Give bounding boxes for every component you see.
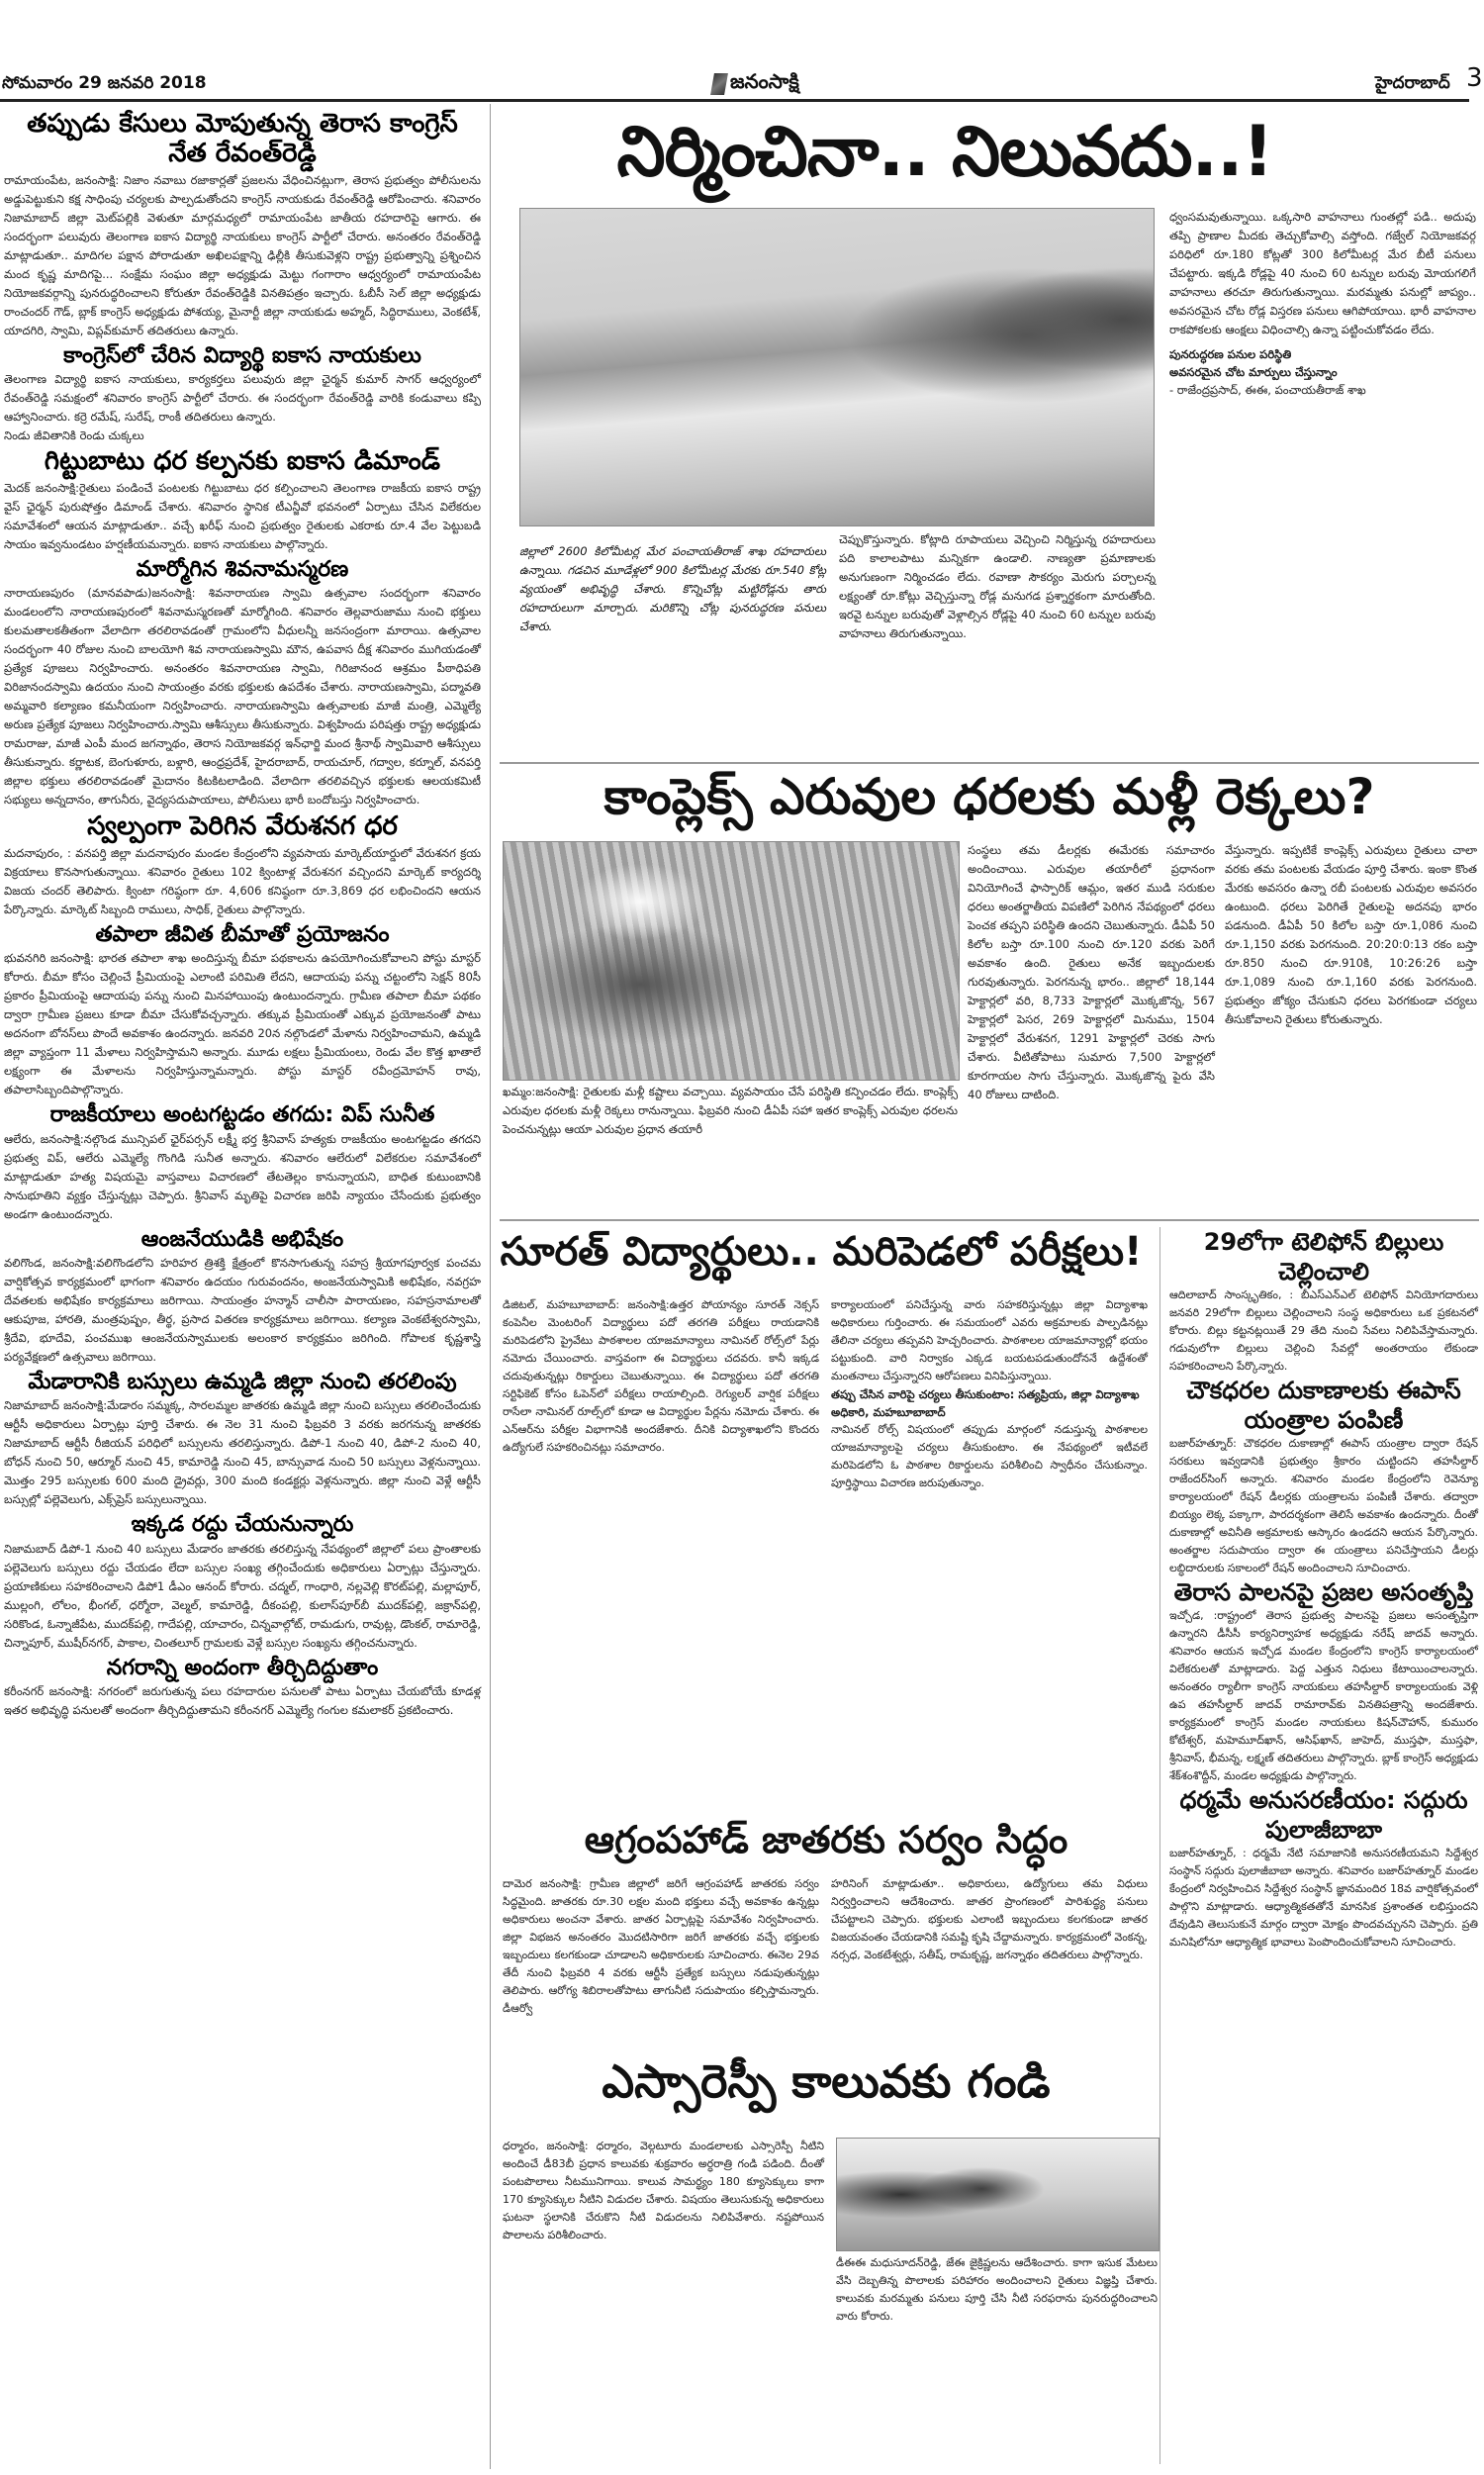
article-student-jac (4, 343, 481, 444)
surat-column-1: డిజిటల్, మహబూబాబాద్: జనంసాక్షి:ఉత్తర పోయాన్యం సూరత్ నెక్సస్ కంపెనీల మెంటరింగ్ విద్యార్థులు పదో తరగతి పరీక్షలు రాయడానికి మరిపెడలోని ప్రైవేటు పాఠశాలల యాజమాన్యాలు నామినల్ రోల్స్‌లో పేర్లు నమోదు చేయించారు. వాస్తవంగా ఈ విద్యార్థులు చదవరు. కానీ ఇక్కడ చదువుతున్నట్లు రికార్డులు చెబుతున్నాయి. ఈ విద్యార్థులు పదో తరగతి సర్టిఫికెట్ కోసం ఓపెన్‌లో పరీక్షలు రాయాల్సింది. రెగ్యులర్ వార్షిక పరీక్షలు రాసేలా నామినల్ రూల్స్‌లో కూడా ఆ విద్యార్థుల పేర్లను నమోదు చేశారు. ఈ ఎన్ఆర్‌ను పరీక్షల విభాగానికి అందజేశారు. దీనికి విద్యాశాఖలోని కొందరు ఉద్యోగులే సహకరించినట్లు సమాచారం. (503, 1298, 819, 1454)
headline: కాంగ్రెస్‌లో చేరిన విద్యార్థి ఐకాస నాయకులు (63, 342, 421, 368)
article-body: వలిగొండ, జనంసాక్షి:వలిగొండలోని హరిహర త్రిశక్తి క్షేత్రంలో కొనసాగుతున్న సహస్ర శ్రీయాగపూర్వక పంచమ వార్షికోత్సవ కార్యక్రమంలో భాగంగా శనివారం ఉదయం గురువందనం, అంజనేయస్వామికి అభిషేకం, నవగ్రహ దేవతలకు అభిషేకం కార్యక్రమాలు జరిగాయి. సాయంత్రం హన్మాన్ చాలీసా పారాయణం, సహస్రనామాలతో ఆకుపూజ, హారతి, మంత్రపుష్పం, తీర్థ, ప్రసాద వితరణ కార్యక్రమాలు జరిగాయి. కల్యాణ వెంకటేశ్వరస్వామి, శ్రీదేవి, భూదేవి, పంచముఖ ఆంజనేయస్వాములకు అలంకార కార్యక్రమం జరిగింది. గోపాలక కృష్ణశాస్త్రి పర్యవేక్షణలో ఉత్సవాలు జరిగాయి. (4, 1256, 481, 1365)
agrampahad-headline: ఆగ్రంపహాడ్ జాతరకు సర్వం సిద్ధం (584, 1818, 1068, 1861)
article-body: రామాయంపేట, జనంసాక్షి: నిజాం నవాబు రజాకార్లతో ప్రజలను వేధించినట్లుగా, తెరాస ప్రభుత్వం పోలీసులను అడ్డుపెట్టుకుని కక్ష సాధింపు చర్యలకు పాల్పడుతోందని కాంగ్రెస్ నాయకుడు రేవంత్‌రెడ్డి ఆరోపించారు. శనివారం నిజామాబాద్ జిల్లా మెట్‌పల్లికి వెళుతూ మార్గమధ్యలో రామాయంపేట జాతీయ రహదారిపై ఆగారు. ఈ సందర్భంగా పలువురు తెలంగాణ ఐకాస విద్యార్థి నాయకులు కాంగ్రెస్ పార్టీలో చేరారు. అనంతరం రేవంత్‌రెడ్డి మాట్లాడుతూ.. మాదిగల పక్షాన పోరాడుతూ అఖిలపక్షాన్ని ఢిల్లీకి తీసుకువెళ్లని రాష్ట్ర ప్రభుత్వాన్ని ప్రశ్నించిన మంద కృష్ణ మాదిగపై... సంక్షేమ సంఘం జిల్లా అధ్యక్షుడు మెట్టు గంగారాం ఆధ్వర్యంలో రామాయంపేట నియోజకవర్గాన్ని పునరుద్ధరించాలని కోరుతూ రేవంత్‌రెడ్డికి వినతిపత్రం ఇచ్చారు. ఓబీసీ సెల్ జిల్లా అధ్యక్షుడు రాంచందర్ గౌడ్, బ్లాక్ కాంగ్రెస్ అధ్యక్షుడు పోశయ్య, మైనార్టీ జిల్లా నాయకుడు అహ్మద్, సిద్ధిరాములు, వెంకటేశ్, యాదగిరి, స్వామి, విప్లవ్‌కుమార్ తదితరులు ఉన్నారు. (4, 172, 481, 337)
lead-subhead-1: పునరుద్ధరణ పనుల పరిస్థితి (1169, 347, 1292, 361)
masthead (0, 65, 1484, 99)
complex-headline: కాంప్లెక్స్ ఎరువుల ధరలకు మళ్లీ రెక్కలు? (603, 768, 1375, 825)
lead-column-3-body: ధ్వంసమవుతున్నాయి. ఒక్కసారి వాహనాలు గుంతల్లో పడి.. అదుపు తప్పి ప్రాణాల మీదకు తెచ్చుకోవాల్సి వస్తోంది. గజ్వేల్ నియోజకవర్గ పరిధిలో రూ.180 కోట్లతో 300 కిలోమీటర్ల మేర బీటీ పనులు చేపట్టారు. ఇక్కడి రోడ్లపై 40 నుంచి 60 టన్నుల బరువు మోయగలిగే వాహనాలు తరచూ తిరుగుతున్నాయి. మరమ్మతు పనుల్లో జాప్యం.. అవసరమైన చోట రోడ్ల విస్తరణ పనులు ఆగిపోయాయి. భారీ వాహనాల రాకపోకలకు ఆంక్షలు విధించాల్సి ఉన్నా పట్టించుకోవడం లేదు. (1169, 210, 1476, 336)
lead-subhead-2: అవసరమైన చోట మార్పులు చేస్తున్నాం (1169, 365, 1338, 379)
article-whip-sunitha (4, 1102, 481, 1223)
headline: రాజకీయాలు అంటగట్టడం తగదు: విప్ సునీత (49, 1102, 435, 1128)
headline: మేడారానికి బస్సులు ఉమ్మడి జిల్లా నుంచి తరలింపు (28, 1370, 457, 1395)
article-body: తెలంగాణ విద్యార్థి ఐకాస నాయకులు, కార్యకర్తలు పలువురు జిల్లా ఛైర్మన్ కుమార్ సాగర్ ఆధ్వర్యంలో రేవంత్‌రెడ్డి సమక్షంలో శనివారం కాంగ్రెస్ పార్టీలో చేరారు. ఈ సందర్భంగా రేవంత్‌రెడ్డి వారికి కండువాలు కప్పి ఆహ్వానించారు. కర్రె రమేష్, సురేష్, రాంకీ తదితరులు ఉన్నారు. (4, 372, 481, 425)
article-postal-insurance (4, 922, 481, 1099)
paper-logo (712, 69, 799, 98)
article-epos (1169, 1376, 1478, 1577)
article-asantrupti (1169, 1577, 1478, 1785)
logo-mark-icon (710, 73, 728, 95)
article-body: నిజామాబాద్ జనంసాక్షి:మేడారం సమ్మక్క, సారలమ్మల జాతరకు ఉమ్మడి జిల్లా నుంచి బస్సులు తరలించేందుకు ఆర్టీసీ అధికారులు ఏర్పాట్లు పూర్తి చేశారు. ఈ నెల 31 నుంచి ఫిబ్రవరి 3 వరకు జరగనున్న జాతరకు నిజామాబాద్ ఆర్టీసీ రీజియన్ పరిధిలో బస్సులను తరలిస్తున్నారు. డిపో-1 నుంచి 40, డిపో-2 నుంచి 40, బోధన్ నుంచి 50, ఆర్మూర్ నుంచి 45, కామారెడ్డి నుంచి 45, బాన్సువాడ నుంచి 50 బస్సులు వెళ్లనున్నాయి. మొత్తం 295 బస్సులకు 600 మంది డ్రైవర్లు, 300 మంది కండక్టర్లు వెళ్లనున్నారు. జిల్లా నుంచి వెళ్లే ఆర్టీసీ బస్సుల్లో పల్లెవెలుగు, ఎక్స్‌ప్రెస్ బస్సులున్నాయి. (4, 1398, 481, 1507)
surat-headline: సూరత్ విద్యార్థులు.. మరిపెడలో పరీక్షలు! (500, 1229, 1143, 1275)
agrampahad-column-2: హరినింగ్ మాట్లాడుతూ.. అధికారులు, ఉద్యోగులు తమ విధులు నిర్వర్తించాలని ఆదేశించారు. జాతర ప్రాంగణంలో పారిశుద్ధ్య పనులు చేపట్టాలని చెప్పారు. భక్తులకు ఎలాంటి ఇబ్బందులు కలగకుండా జాతర విజయవంతం చేయడానికి సమష్టి కృషి చేద్దామన్నారు. కార్యక్రమంలో వెంకన్న, నర్సధ, వెంకటేశ్వర్లు, సతీష్, రామకృష్ణ, జగన్నాథం తదితరులు పాల్గొన్నారు. (831, 1877, 1148, 1961)
surat-subhead: తప్పు చేసిన వారిపై చర్యలు తీసుకుంటాం: సత్యప్రియ, జిల్లా విద్యాశాఖ అధికారి, మహబూబాబాద్ (831, 1387, 1140, 1419)
agrampahad-column-1: దామెర జనంసాక్షి: గ్రామీణ జిల్లాలో జరిగే ఆగ్రంపహాడ్ జాతరకు సర్వం సిద్ధమైంది. జాతరకు రూ.30 లక్షల మంది భక్తులు వచ్చే అవకాశం ఉన్నట్లు అధికారులు అంచనా వేశారు. జాతర ఏర్పాట్లపై సమావేశం నిర్వహించారు. జిల్లా విభజన అనంతరం మొదటిసారిగా జరిగే జాతరకు వచ్చే భక్తులకు ఇబ్బందులు కలగకుండా చూడాలని అధికారులకు సూచించారు. ఈనెల 29వ తేదీ నుంచి ఫిబ్రవరి 4 వరకు ఆర్టీసీ ప్రత్యేక బస్సులు నడుపుతున్నట్లు తెలిపారు. ఆరోగ్య శిబిరాలతోపాటు తాగునీటి సదుపాయం కల్పిస్తామన్నారు. డీఆర్వో (503, 1877, 819, 2015)
headline: నగరాన్ని అందంగా తీర్చిదిద్దుతాం (106, 1655, 379, 1680)
headline: తపాలా జీవిత బీమాతో ప్రయోజనం (95, 922, 390, 948)
headline: ఆంజనేయుడికి అభిషేకం (140, 1226, 344, 1252)
section-rule (500, 1219, 1479, 1221)
article-cancellations (4, 1512, 481, 1652)
article-footnote: నిండు జీవితానికి రెండు చుక్కలు (4, 428, 144, 443)
page-number: 3 (1466, 63, 1483, 93)
article-body: ఆలేరు, జనంసాక్షి:నల్గొండ మున్సిపల్ ఛైర్‌పర్సన్ లక్ష్మీ భర్త శ్రీనివాస్ హత్యకు రాజకీయం అంటగట్టడం తగదని ప్రభుత్వ విప్, ఆలేరు ఎమ్మెల్యే గొంగిడి సునీత అన్నారు. శనివారం ఆలేరులో విలేకరుల సమావేశంలో మాట్లాడుతూ హత్య విషయమై వాస్తవాలు విచారణలో తేటతెల్లం కానున్నాయని, బాధిత కుటుంబానికి సానుభూతిని వ్యక్తం చేస్తున్నట్లు చెప్పారు. శ్రీనివాస్ మృతిపై విచారణ జరిపి న్యాయం చేసేందుకు ప్రభుత్వం అండగా ఉంటుందన్నారు. (4, 1131, 481, 1221)
headline: మార్మోగిన శివనామస్మరణ (136, 556, 349, 582)
paper-name: జనంసాక్షి (730, 69, 799, 93)
complex-column-3: వేస్తున్నారు. ఇప్పటికే కాంప్లెక్స్ ఎరువులు రైతులు చాలా వరకు తమ పంటలకు వేయడం పూర్తి చేశారు. ఇంకా కొంత మేరకు అవసరం ఉన్నా రబీ పంటలకు ఎరువుల అవసరం ఉంటుంది. ధరలు పెరిగితే రైతులపై అదనపు భారం పడనుంది. డీఏపీ 50 కిలోల బస్తా రూ.1,086 నుంచి రూ.1,150 వరకు పెరగనుంది. 20:20:0:13 రకం బస్తా రూ.850 నుంచి రూ.910కి, 10:26:26 బస్తా రూ.1,089 నుంచి రూ.1,160 వరకు పెరగనుంది. ప్రభుత్వం జోక్యం చేసుకుని ధరలు పెరగకుండా చర్యలు తీసుకోవాలని రైతులు కోరుతున్నారు. (1225, 843, 1477, 1026)
headline: 29లోగా టెలిఫోన్ బిల్లులు చెల్లించాలి (1203, 1228, 1444, 1285)
article-body: నారాయణపురం (మానవపాడు)జనంసాక్షి: శివనారాయణ స్వామి ఉత్సవాల సందర్భంగా శనివారం మండలంలోని నారాయణపురంలో శివనామస్మరణతో మార్మోగింది. శనివారం తెల్లవారుజాము నుంచి భక్తులు కులమతాలకతీతంగా వేలాదిగా తరలిరావడంతో గ్రామంలోని వీధులన్నీ జనసంద్రంగా మారాయి. ఉత్సవాల సందర్భంగా 40 రోజుల నుంచి బాలయోగి శివ నారాయణస్వామి మౌన, ఉపవాస దీక్ష శనివారం ముగియడంతో ప్రత్యేక పూజలు నిర్వహించారు. అనంతరం శివనారాయణ స్వామి, గిరిజానంద ఆశ్రమం పీఠాధిపతి విరిజానందస్వామి ఉదయం నుంచి సాయంత్రం వరకు భక్తులకు ఉపదేశం చేశారు. నారాయణస్వామి, పద్మావతి అమ్మవారి కల్యాణం కమనీయంగా నిర్వహించారు. నారాయణస్వామి ఉత్సవాలకు మాజీ మంత్రి, ఎమ్మెల్యే అరుణ ప్రత్యేక పూజలు నిర్వహించారు.స్వామి ఆశీస్సులు తీసుకున్నారు. విశ్వహిందు పరిషత్తు రాష్ట్ర అధ్యక్షుడు రామరాజు, మాజీ ఎంపీ మంద జగన్నాథం, తెరాస నియోజకవర్గ ఇన్‌ఛార్జి మంద శ్రీనాథ్ స్వామివారి ఆశీస్సులు తీసుకున్నారు. కర్ణాటక, బెంగుళూరు, బళ్లారి, ఆంధ్రప్రదేశ్, హైదరాబాద్, రాయచూర్, గద్వాల, కర్నూల్, వనపర్తి జిల్లాల భక్తులు తరలిరావడంతో మైదానం కిటకిటలాడింది. వేలాదిగా తరలివచ్చిన భక్తులకు ఆలయకమిటీ సభ్యులు అన్నదానం, తాగునీరు, వైద్యసదుపాయాలు, పోలీసులు భారీ బందోబస్తు నిర్వహించారు. (4, 586, 481, 808)
canal-inspection-photo (836, 2138, 1159, 2251)
right-column-divider (1159, 1227, 1160, 2464)
article-shivanama (4, 557, 481, 809)
headline: స్వల్పంగా పెరిగిన వేరుశనగ ధర (87, 811, 398, 842)
surat-column-2b-body: నామినల్ రోల్స్ విషయంలో తప్పుడు మార్గంలో నడుస్తున్న పాఠశాలల యాజమాన్యాలపై చర్యలు తీసుకుంటాం. ఈ నేపథ్యంలో ఇటీవలే మరిపెడలోని ఓ పాఠశాల రికార్డులను పరిశీలించి స్వాధీనం చేసుకున్నాం. పూర్తిస్థాయి విచారణ జరుపుతున్నాం. (831, 1423, 1148, 1489)
article-body: ఆదిలాబాద్ సాంస్కృతికం, : బీఎస్ఎన్ఎల్ టెలిఫోన్ వినియోగదారులు జనవరి 29లోగా బిల్లులు చెల్లించాలని సంస్థ అధికారులు ఒక ప్రకటనలో కోరారు. బిల్లు కట్టనట్లయితే 29 తేది నుంచి సేవలు నిలిపివేస్తామన్నారు. గడువులోగా బిల్లులు చెల్లించి సేవల్లో అంతరాయం లేకుండా సహకరించాలని పేర్కొన్నారు. (1169, 1288, 1478, 1373)
article-anjaneya (4, 1227, 481, 1367)
article-body: మదనాపురం, : వనపర్తి జిల్లా మదనాపురం మండల కేంద్రంలోని వ్యవసాయ మార్కెట్‌యార్డులో వేరుశనగ క్రయ విక్రయాలు కొనసాగుతున్నాయి. శనివారం రైతులు 102 క్వింటాళ్ల వేరుశనగ వచ్చిందని మార్కెట్ కార్యదర్శి విజయ చందర్ తెలిపారు. క్వింటా గరిష్ఠంగా రూ. 4,606 కనిష్ఠంగా రూ.3,869 ధర లభించిందని ఆయన పేర్కొన్నారు. మార్కెట్ సిబ్బంది రాములు, సాధిక్, రైతులు పాల్గొన్నారు. (4, 846, 481, 917)
article-body: బజార్‌హత్నూర్: చౌకధరల దుకాణాల్లో ఈపాస్ యంత్రాల ద్వారా రేషన్ సరకులు ఇవ్వడానికి ప్రభుత్వం శ్రీకారం చుట్టిందని తహసీల్దార్ రాజేందర్‌సింగ్ అన్నారు. శనివారం మండల కేంద్రంలోని రెవెన్యూ కార్యాలయంలో రేషన్ డీలర్లకు యంత్రాలను పంపిణీ చేశారు. తద్వారా బియ్యం లెక్క పక్కాగా, పారదర్శకంగా తెలిసే అవకాశం ఉందన్నారు. దీంతో దుకాణాల్లో అవినీతి అక్రమాలకు ఆస్కారం ఉండదని ఆయన పేర్కొన్నారు. అంతర్జాల సదుపాయం ద్వారా ఈ యంత్రాలు పనిచేస్తాయని డీలర్లు లబ్ధిదారులకు సకాలంలో రేషన్ అందించాలని సూచించారు. (1169, 1437, 1478, 1574)
headline: తెరాస పాలనపై ప్రజల అసంతృప్తి (1173, 1578, 1474, 1606)
srsp-headline: ఎస్సారెస్పీ కాలువకు గండి (602, 2054, 1051, 2108)
article-medaram-buses (4, 1370, 481, 1509)
article-body: మెదక్ జనంసాక్షి:రైతులు పండించే పంటలకు గిట్టుబాటు ధర కల్పించాలని తెలంగాణ రాజకీయ ఐకాస రాష్ట్ర వైస్ ఛైర్మన్ పురుషోత్తం డిమాండ్ చేశారు. శనివారం స్థానిక టీఎన్జీవో భవనంలో ఏర్పాటు చేసిన విలేకరుల సమావేశంలో ఆయన మాట్లాడుతూ.. వచ్చే ఖరీఫ్ నుంచి ప్రభుత్వం రైతులకు ఎకరాకు రూ.4 వేల పెట్టుబడి సాయం ఇవ్వనుండటం హర్షణీయమన్నారు. ఐకాస నాయకులు పాల్గొన్నారు. (4, 480, 481, 551)
road-photo (519, 208, 1155, 526)
lead-headline: నిర్మించినా.. నిలువదు..! (616, 111, 1273, 192)
farmer-fertilizer-photo (503, 841, 960, 1081)
article-revanth (4, 110, 481, 340)
lead-column-3 (1169, 208, 1476, 399)
edition-city: హైదరాబాద్ (1375, 73, 1450, 93)
article-msp-demand (4, 447, 481, 554)
column-divider (490, 104, 491, 2469)
surat-column-2 (831, 1296, 1148, 1492)
headline: గిట్టుబాటు ధర కల్పనకు ఐకాస డిమాండ్ (44, 446, 441, 477)
headline: ధర్మమే అనుసరణీయం: సద్గురు పులాజీబాబా (1179, 1786, 1468, 1844)
article-dharmame (1169, 1785, 1478, 1951)
masthead-rule (0, 99, 1469, 102)
article-body: ఇచ్చోడ, :రాష్ట్రంలో తెరాస ప్రభుత్వ పాలనపై ప్రజలు అసంతృప్తిగా ఉన్నారని డీసీసీ కార్యనిర్వాహక అధ్యక్షుడు నరేష్ జాదవ్ అన్నారు. శనివారం ఆయన ఇచ్చోడ మండల కేంద్రంలోని కాంగ్రెస్ కార్యాలయంలో విలేకరులతో మాట్లాడారు. పెద్ద ఎత్తున నిధులు కేటాయించాలన్నారు. అనంతరం ర్యాలీగా కాంగ్రెస్ నాయకులు తహసీల్దార్ కార్యాలయంకు వెళ్లి ఉప తహసీల్దార్ జాదవ్ రామారావ్‌కు వినతిపత్రాన్ని అందజేశారు. కార్యక్రమంలో కాంగ్రెస్ మండల నాయకులు కిషన్‌చౌహాన్, కుమురం కోటేశ్వర్, మహెమూద్‌ఖాన్, ఆసిఫ్‌ఖాన్, జాహెద్, ముస్తఫా, ముస్తఫా, శ్రీనివాస్, భీమన్న, లక్ష్మణ్ తదితరులు పాల్గొన్నారు. బ్లాక్ కాంగ్రెస్ అధ్యక్షుడు శేక్‌శంశొద్దీన్, మండల అధ్యక్షుడు పాల్గొన్నారు. (1169, 1609, 1478, 1782)
article-body: కరీంనగర్ జనంసాక్షి: నగరంలో జరుగుతున్న పలు రహదారుల పనులతో పాటు ఏర్పాటు చేయబోయే కూడళ్ల ఇతర అభివృద్ధి పనులతో అందంగా తీర్చిదిద్దుతామని కరీంనగర్ ఎమ్మెల్యే గంగుల కమలాకర్ ప్రకటించారు. (4, 1683, 481, 1717)
headline: చౌకధరల దుకాణాలకు ఈపాస్ యంత్రాల పంపిణీ (1186, 1377, 1461, 1434)
article-karimnagar (4, 1656, 481, 1720)
article-body: బజార్‌హత్నూర్, : ధర్మమే నేటి సమాజానికి అనుసరణీయమని సిద్దేశ్వర సంస్థాన్ సద్గురు పులాజీబాబా అన్నారు. శనివారం బజార్‌హత్నూర్ మండల కేంద్రంలో నిర్వహించిన సిద్దేశ్వర సంస్థాన్ జ్ఞానమందిర 18వ వార్షికోత్సవంలో పాల్గొని మాట్లాడారు. ఆధ్యాత్మికతతోనే మానసిక ప్రశాంతత లభిస్తుందని దేవుడిని తెలుసుకునే మార్గం ద్వారా మోక్షం పొందవచ్చునని చెప్పారు. ప్రతి మనిషిలోనూ ఆధ్యాత్మిక భావాలు పెంపొందించుకోవాలని సూచించారు. (1169, 1847, 1478, 1949)
lead-column-2: చెప్పుకొస్తున్నారు. కోట్లాది రూపాయలు వెచ్చించి నిర్మిస్తున్న రహదారులు పది కాలాలపాటు మన్నికగా ఉండాలి. నాణ్యతా ప్రమాణాలకు అనుగుణంగా నిర్మించడం లేదు. రవాణా సౌకర్యం మెరుగు పర్చాలన్న లక్ష్యంతో రూ.కోట్లు వెచ్చిస్తున్నా రోడ్ల మనుగడ ప్రశ్నార్థకంగా మారుతోంది. ఇరవై టన్నుల బరువుతో వెళ్లాల్సిన రోడ్లపై 40 నుంచి 60 టన్నుల బరువు వాహనాలు తిరుగుతున్నాయి. (839, 532, 1156, 640)
srsp-column-1: ధర్మారం, జనంసాక్షి: ధర్మారం, వెల్గటూరు మండలాలకు ఎస్సారెస్పీ నీటిని అందించే డీ83బీ ప్రధాన కాలువకు శుక్రవారం అర్ధరాత్రి గండి పడింది. దీంతో పంటపొలాలు నీటమునిగాయి. కాలువ సామర్థ్యం 180 క్యూసెక్కులు కాగా 170 క్యూసెక్కుల నీటిని విడుదల చేశారు. విషయం తెలుసుకున్న అధికారులు ఘటనా స్థలానికి చేరుకొని నీటి విడుదలను నిలిపివేశారు. నష్టపోయిన పొలాలను పరిశీలించారు. (503, 2140, 824, 2241)
section-rule (500, 762, 1479, 764)
srsp-column-2: డీఈఈ మధుసూదన్‌రెడ్డి, జేఈ జైక్రిష్ణలను ఆదేశించారు. కాగా ఇసుక మేటలు వేసి దెబ్బతిన్న పొలాలకు పరిహారం అందించాలని రైతులు విజ్ఞప్తి చేశారు. కాలువకు మరమ్మతు పనులు పూర్తి చేసి నీటి సరఫరాను పునరుద్ధరించాలని వారు కోరారు. (836, 2256, 1158, 2323)
lead-caption: జిల్లాలో 2600 కిలోమీటర్ల మేర పంచాయతీరాజ్ శాఖ రహదారులు ఉన్నాయి. గడచిన మూడేళ్లలో 900 కిలోమీటర్ల మేరకు రూ.540 కోట్ల వ్యయంతో అభివృద్ధి చేశారు. కొన్నిచోట్ల మట్టిరోడ్లను తారు రహదారులుగా మార్చారు. మరికొన్ని చోట్ల పునరుద్ధరణ పనులు చేశారు. (519, 543, 826, 633)
lead-byline: - రాజేంద్రప్రసాద్, ఈఈ, పంచాయతీరాజ్ శాఖ (1169, 383, 1366, 397)
article-telephone (1169, 1227, 1478, 1376)
surat-column-2-body: కార్యాలయంలో పనిచేస్తున్న వారు సహకరిస్తున్నట్లు జిల్లా విద్యాశాఖ అధికారులు గుర్తించారు. ఈ సమయంలో ఎవరు అక్రమాలకు పాల్పడినట్లు తేలినా చర్యలు తప్పవని హెచ్చరించారు. పాఠశాలల యాజమాన్యాల్లో భయం పట్టుకుంది. వారి నిర్వాకం ఎక్కడ బయటపడుతుందోననే ఉద్దేశంతో మంతనాలు చేస్తున్నారని ఆరోపణలు వినిపిస్తున్నాయి. (831, 1298, 1148, 1382)
headline: తప్పుడు కేసులు మోపుతున్న తెరాస కాంగ్రెస్ నేత రేవంత్‌రెడ్డి (27, 109, 458, 168)
right-column (1169, 1227, 1478, 1951)
article-groundnut (4, 812, 481, 919)
article-body: నిజామబాద్ డిపో-1 నుంచి 40 బస్సులు మేడారం జాతరకు తరలిస్తున్న నేపథ్యంలో జిల్లాలో పలు ప్రాంతాలకు పల్లెవెలుగు బస్సులు రద్దు చేయడం లేదా బస్సుల సంఖ్య తగ్గించేందుకు అధికారులు ఏర్పాట్లు చేస్తున్నారు. ప్రయాణికులు సహకరించాలని డిపో1 డీఎం ఆనంద్ కోరారు. చద్మల్, గాంధారి, నల్లవెల్లి కొరట్‌పల్లి, మల్లాపూర్, ముల్లంగి, లోలం, భీంగల్, ధర్మోరా, వెల్మల్, కామారెడ్డి, దీకంపల్లి, కులాస్‌పూర్‌బీ ముదక్‌పల్లి, జక్రాన్‌పల్లి, సరికొండ, ఓన్నాజీపేట, ముదక్‌పల్లి, గాదేపల్లి, యాచారం, చిన్నవాల్గోట్, రామడుగు, రావుట్ల, డొంకల్, రామారెడ్డి, చిన్నాపూర్, ముషీర్‌నగర్, పాకాల, చింతలూర్ గ్రామలకు వెళ్లే బస్సుల సంఖ్యను తగ్గించనున్నారు. (4, 1541, 481, 1650)
left-column (4, 107, 481, 1720)
article-body: భువనగిరి జనంసాక్షి: భారత తపాలా శాఖ అందిస్తున్న బీమా పథకాలను ఉపయోగించుకోవాలని పోస్టు మాస్టర్ కోరారు. బీమా కోసం చెల్లించే ప్రీమియంపై ఎలాంటి పరిమితి లేదని, ఆదాయపు పన్ను చట్టంలోని సెక్షన్ 80సీ ప్రకారం ప్రీమియంపై ఆదాయపు పన్ను నుంచి మినహాయింపు ఉంటుందన్నారు. గ్రామీణ తపాలా బీమా పథకం ద్వారా గ్రామీణ ప్రజలు కూడా బీమా చేసుకోవచ్చన్నారు. తక్కువ ప్రీమియంతో ఎక్కువ ప్రయోజనంతో పాటు అదనంగా బోనస్‌లు పొందే అవకాశం ఉందన్నారు. జనవరి 20న నల్గొండలో మేళాను నిర్వహించామని, ఉమ్మడి జిల్లా వ్యాప్తంగా 11 మేళాలు నిర్వహిస్తామని అన్నారు. మూడు లక్షలు ప్రీమియంలు, రెండు వేల కొత్త ఖాతాలే లక్ష్యంగా ఈ మేళాలను నిర్వహిస్తున్నామన్నారు. పోస్టు మాస్టర్ రవీంద్రమోహన్ రావు, తపాలాసిబ్బందిపాల్గొన్నారు. (4, 951, 481, 1097)
complex-column-2: సంస్థలు తమ డీలర్లకు ఈమేరకు సమాచారం అందించాయి. ఎరువుల తయారీలో ప్రధానంగా వినియోగించే ఫాస్పారిక్ ఆమ్లం, ఇతర ముడి సరుకుల ధరలు అంతర్జాతీయ విపణిలో పెరిగిన నేపథ్యంలో ధరలు పెంచక తప్పని పరిస్థితి ఉందని చెబుతున్నారు. డీఏపీ 50 కిలోల బస్తా రూ.100 నుంచి రూ.120 వరకు పెరిగే అవకాశం ఉంది. రైతులు అనేక ఇబ్బందులకు గురవుతున్నారు. పెరగనున్న భారం.. జిల్లాలో 18,144 హెక్టార్లలో వరి, 8,733 హెక్టార్లలో మొక్కజొన్న, 567 హెక్టార్లలో పెసర, 269 హెక్టార్లలో మినుము, 1504 హెక్టార్లలో వేరుశనగ, 1291 హెక్టార్లలో చెరకు సాగు చేశారు. వీటితోపాటు సుమారు 7,500 హెక్టార్లలో కూరగాయల సాగు చేస్తున్నారు. మొక్కజొన్న పైరు వేసి 40 రోజులు దాటింది. (968, 843, 1215, 1101)
complex-caption: ఖమ్మం:జనంసాక్షి: రైతులకు మళ్లీ కష్టాలు వచ్చాయి. వ్యవసాయం చేసే పరిస్థితి కన్పించడం లేదు. కాంప్లెక్స్ ఎరువుల ధరలకు మళ్లీ రెక్కలు రానున్నాయి. ఫిబ్రవరి నుంచి డీఏపీ సహా ఇతర కాంప్లెక్స్ ఎరువుల ధరలను పెంచనున్నట్లు ఆయా ఎరువుల ప్రధాన తయారీ (503, 1085, 958, 1136)
issue-date: సోమవారం 29 జనవరి 2018 (2, 73, 207, 93)
headline: ఇక్కడ రద్దు చేయనున్నారు (131, 1512, 354, 1538)
